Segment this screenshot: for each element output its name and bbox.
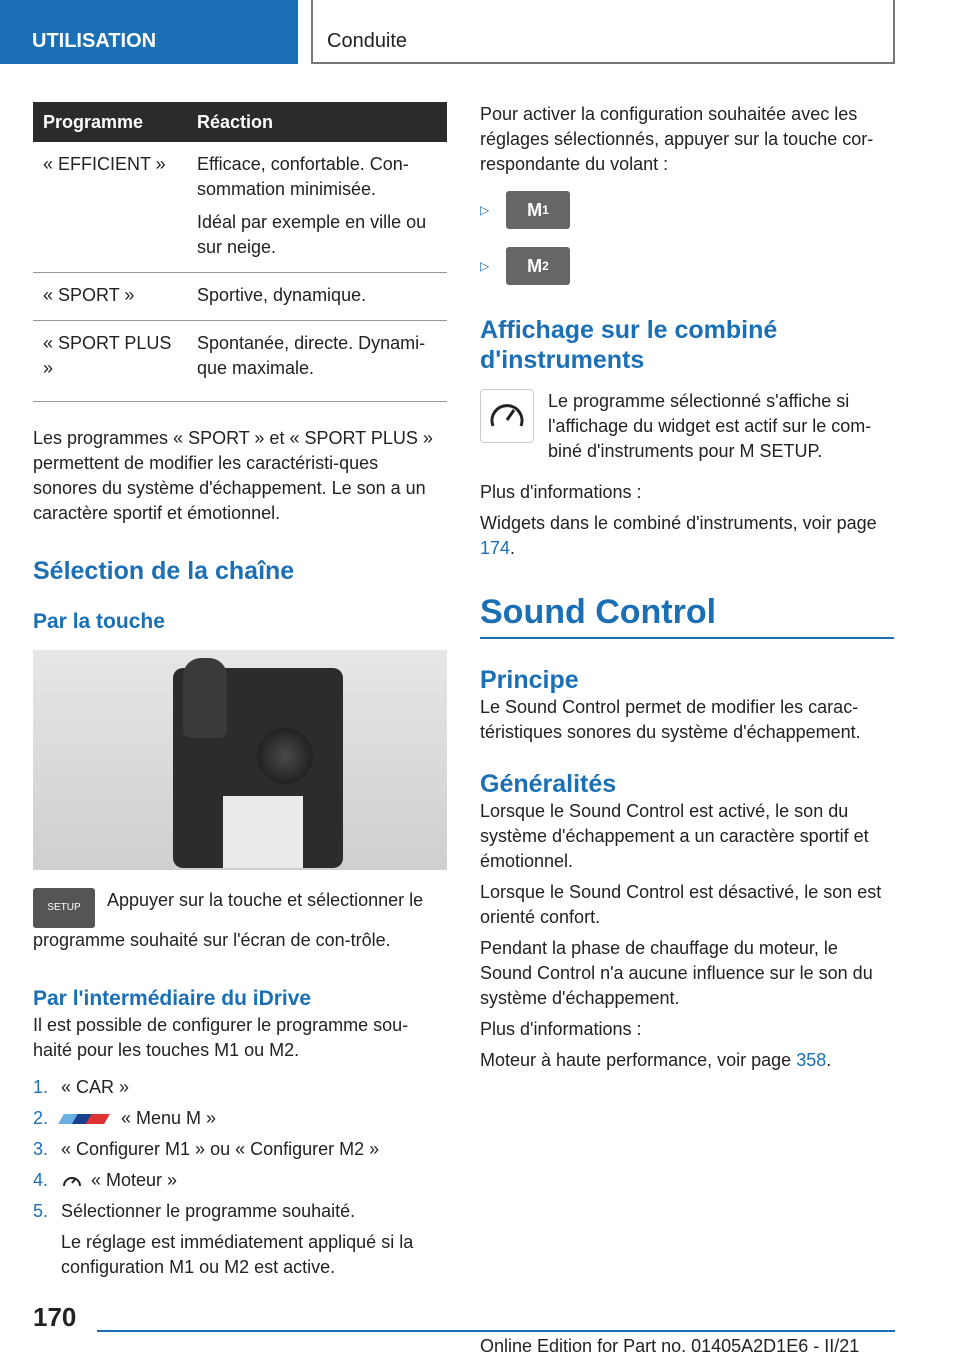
list-item [33, 1168, 447, 1193]
heading-selection: Sélection de la chaîne [33, 557, 295, 585]
list-item [33, 1137, 447, 1162]
heading-sound-control: Sound Control [480, 591, 894, 639]
step-text: « Menu M » [121, 1108, 217, 1128]
reaction-text: Efficace, confortable. Con- sommation minimisée. [197, 154, 409, 199]
step-number: 1. [33, 1077, 49, 1097]
generalites-paragraph-2: Lorsque le Sound Control est désactivé, le son est orienté confort. [480, 882, 882, 927]
table-cell-program: « EFFICIENT » [33, 142, 183, 273]
affichage-block [480, 389, 894, 464]
generalites-paragraph-1: Lorsque le Sound Control est activé, le son du système d'échappement a un caractère sportif et émotionnel. [480, 801, 869, 871]
steps-list [33, 1075, 447, 1280]
more-info-label-2: Plus d'informations : [480, 1019, 642, 1039]
footer-divider [97, 1330, 895, 1332]
heading-principe: Principe [480, 666, 579, 694]
console-shape [173, 668, 343, 868]
step-number: 2. [33, 1108, 49, 1128]
step-number: 4. [33, 1170, 49, 1190]
program-table [33, 102, 447, 402]
principe-paragraph: Le Sound Control permet de modifier les carac-téristiques sonores du système d'échappement. [480, 697, 861, 742]
idrive-paragraph: Il est possible de configurer le programme sou-haité pour les touches M1 ou M2. [33, 1015, 409, 1060]
heading-par-la-touche: Par la touche [33, 610, 165, 633]
m1-button-row [480, 191, 894, 229]
speedometer-icon [480, 389, 534, 443]
m1-button-icon: M 1 [506, 191, 570, 229]
idrive-knob [257, 728, 313, 784]
section-tab: UTILISATION [0, 0, 298, 64]
triangle-bullet-icon: ▷ [480, 259, 490, 273]
step-number: 5. [33, 1201, 49, 1221]
step5-note: Le réglage est immédiatement appliqué si la configuration M1 ou M2 est active. [61, 1232, 414, 1277]
heading-affichage: Affichage sur le combiné d'instruments [480, 316, 778, 374]
more-info-label: Plus d'informations : [480, 482, 642, 502]
table-cell-reaction: Spontanée, directe. Dynami-que maximale. [183, 321, 447, 402]
setup-text: Appuyer sur la touche et sélectionner le programme souhaité sur l'écran de con-trôle. [33, 890, 424, 950]
gauge-icon [61, 1171, 83, 1191]
moteur-reference: Moteur à haute performance, voir page 358. [480, 1050, 832, 1070]
page-number: 170 [33, 1302, 77, 1332]
table-row [33, 142, 447, 273]
step-number: 3. [33, 1139, 49, 1159]
heading-generalites: Généralités [480, 770, 617, 798]
list-item [33, 1075, 447, 1100]
table-cell-program: « SPORT » [33, 273, 183, 321]
page-link-358[interactable]: 358 [796, 1050, 827, 1070]
reaction-note: Idéal par exemple en ville ou sur neige. [197, 212, 427, 257]
table-row [33, 321, 447, 402]
triangle-bullet-icon: ▷ [480, 203, 490, 217]
table-header-program: Programme [33, 102, 183, 142]
m-logo-icon [58, 1114, 110, 1124]
center-console-photo [33, 650, 447, 870]
footer-edition: Online Edition for Part no. 01405A2D1E6 - II/21 [480, 1336, 860, 1356]
subsection-title: Conduite [311, 0, 895, 64]
step-text: « CAR » [61, 1077, 130, 1097]
left-column [33, 102, 447, 1286]
activate-paragraph: Pour activer la configuration souhaitée avec les réglages sélectionnés, appuyer sur la touche cor-respondante du volant : [480, 104, 874, 174]
affichage-paragraph: Le programme sélectionné s'affiche si l'affichage du widget est actif sur le com-biné d'instruments pour M SETUP. [548, 391, 872, 461]
m2-button-icon: M 2 [506, 247, 570, 285]
gear-lever [183, 658, 227, 738]
step-text: « Moteur » [91, 1170, 178, 1190]
step-text: « Configurer M1 » ou « Configurer M2 » [61, 1139, 380, 1159]
programs-paragraph: Les programmes « SPORT » et « SPORT PLUS » permettent de modifier les caractéristi-ques sonores du système d'échappement. Le son a un caractère sportif et émotionnel. [33, 428, 433, 523]
step-text: Sélectionner le programme souhaité. [61, 1201, 356, 1221]
table-cell-reaction [183, 142, 447, 273]
table-cell-program: « SPORT PLUS » [33, 321, 183, 402]
table-header-reaction: Réaction [183, 102, 447, 142]
heading-idrive: Par l'intermédiaire du iDrive [33, 987, 312, 1010]
table-cell-reaction: Sportive, dynamique. [183, 273, 447, 321]
page-link-174[interactable]: 174 [480, 538, 511, 558]
list-item [33, 1106, 447, 1131]
table-row [33, 273, 447, 321]
m2-button-row [480, 247, 894, 285]
generalites-paragraph-3: Pendant la phase de chauffage du moteur, le Sound Control n'a aucune influence sur le son du système d'échappement. [480, 938, 873, 1008]
right-column [480, 102, 894, 1073]
console-tray [223, 796, 303, 868]
setup-button-icon: SETUP [33, 888, 95, 928]
list-item [33, 1199, 447, 1280]
setup-instruction [33, 888, 447, 953]
widgets-reference: Widgets dans le combiné d'instruments, voir page 174. [480, 513, 877, 558]
